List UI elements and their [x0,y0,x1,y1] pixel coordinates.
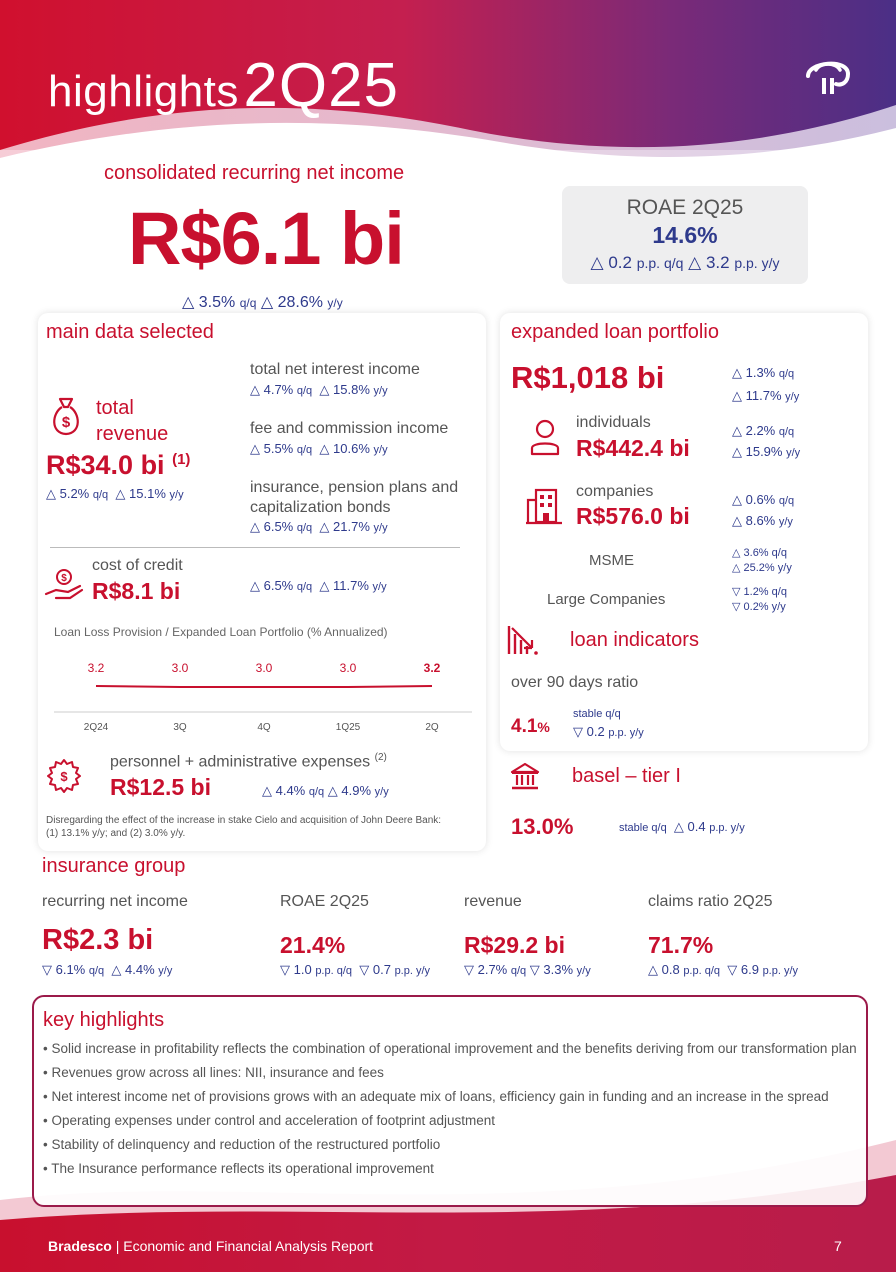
ig-claims-change: △ 0.8 p.p. q/q ▽ 6.9 p.p. y/y [648,962,799,977]
page-number: 7 [834,1238,842,1254]
chart-title: Loan Loss Provision / Expanded Loan Portfolio (% Annualized) [54,625,388,639]
main-data-title: main data selected [46,321,214,343]
bank-icon [510,762,540,792]
individuals-value: R$442.4 bi [576,435,690,461]
insurance-label: insurance, pension plans and capitalization bonds [250,479,459,516]
chart-tick-label: 4Q [257,722,271,733]
list-item: • Stability of delinquency and reduction of the restructured portfolio [43,1137,441,1152]
ig-claims-value: 71.7% [648,932,714,958]
chart-data-label: 3.2 [87,661,105,675]
nii-change: △ 4.7% q/q △ 15.8% y/y [250,382,388,397]
consolidated-change: △ 3.5% q/q △ 28.6% y/y [182,294,343,311]
total-revenue-value: R$34.0 bi $^{(1)}$ [46,450,191,480]
chart-series-line [96,686,432,687]
insurance-group-title: insurance group [42,855,186,877]
over90-label: over 90 days ratio [511,674,639,691]
fee-label: fee and commission income [250,420,449,437]
svg-text:$: $ [61,573,67,584]
individuals-label: individuals [576,414,651,431]
delta-up-icon: △ [688,253,702,272]
list-item: • Operating expenses under control and acceleration of footprint adjustment [43,1113,496,1128]
footnote: Disregarding the effect of the increase in stake Cielo and acquisition of John Deere Bank: (1) 13.1% y/y; and (2) 3.0% y/y. [46,815,442,839]
chart-tick-label: 2Q24 [83,722,109,733]
list-item: • Solid increase in profitability reflects the combination of operational improvement and the benefits deriving from our transformation plan [43,1041,857,1056]
roae-box [562,186,808,284]
individuals-change: △ 2.2% q/q △ 15.9% y/y [732,423,801,459]
companies-change: △ 0.6% q/q △ 8.6% y/y [732,492,795,528]
declining-chart-icon [506,624,540,656]
list-item: • Net interest income net of provisions grows with an adequate mix of loans, efficiency gain in funding and an increase in the spread [43,1089,829,1104]
personnel-label: personnel + administrative expenses $^{(2)}$ [110,752,387,771]
consolidated-label: consolidated recurring net income [104,162,405,184]
ig-rni-value: R$2.3 bi [42,924,154,956]
key-highlights-list [43,1040,863,1184]
delta-up-icon: △ [260,294,274,311]
personnel-change: △ 4.4% q/q △ 4.9% y/y [262,783,389,798]
divider [50,547,460,548]
consolidated-value: R$6.1 bi [128,197,404,280]
roae-change: △ 0.2 p.p. q/q △ 3.2 p.p. y/y [590,253,780,272]
key-highlights-title: key highlights [43,1009,165,1031]
svg-text:$: $ [60,769,68,784]
roae-value: 14.6% [652,222,718,248]
ig-roae-value: 21.4% [280,932,346,958]
companies-label: companies [576,483,654,500]
companies-value: R$576.0 bi [576,503,690,529]
svg-text:$: $ [61,414,71,431]
chart-data-label: 3.0 [339,661,357,675]
ig-roae-change: ▽ 1.0 p.p. q/q ▽ 0.7 p.p. y/y [280,962,431,977]
bradesco-logo-icon [802,52,854,98]
delta-up-icon: △ [182,294,195,311]
loan-title: expanded loan portfolio [511,321,719,343]
ig-roae-label: ROAE 2Q25 [280,893,369,910]
over90-value: 4.1% [511,716,550,737]
insurance-change: △ 6.5% q/q △ 21.7% y/y [250,519,388,534]
basel-change: stable q/q △ 0.4 p.p. y/y [619,819,745,834]
total-revenue-change: △ 5.2% q/q △ 15.1% y/y [46,486,184,501]
chart-tick-label: 1Q25 [335,722,361,733]
ig-revenue-value: R$29.2 bi [464,932,565,958]
over90-change: stable q/q ▽ 0.2 p.p. y/y [573,708,644,739]
footer-brand: Bradesco [48,1238,112,1254]
page-title [48,50,399,121]
chart-data-label: 3.0 [171,661,189,675]
roae-title: ROAE 2Q25 [626,196,744,219]
building-icon [526,486,564,526]
loan-indicators-title: loan indicators [570,629,699,651]
cost-credit-value: R$8.1 bi [92,578,181,604]
delta-up-icon: △ [590,253,604,272]
ig-claims-label: claims ratio 2Q25 [648,893,773,910]
ig-revenue-change: ▽ 2.7% q/q ▽ 3.3% y/y [464,962,591,977]
chart-data-label: 3.2 [423,661,441,675]
title-word: highlights [48,67,239,116]
nii-label: total net interest income [250,361,420,378]
loan-total-change: △ 1.3% q/q △ 11.7% y/y [732,365,800,403]
list-item: • Revenues grow across all lines: NII, insurance and fees [43,1065,384,1080]
llp-chart [54,648,474,738]
total-revenue-label: total revenue [96,397,169,445]
cost-credit-change: △ 6.5% q/q △ 11.7% y/y [250,578,387,593]
key-highlights-box [32,995,868,1207]
person-icon [528,418,562,458]
fee-change: △ 5.5% q/q △ 10.6% y/y [250,441,388,456]
large-companies-change: ▽ 1.2% q/q ▽ 0.2% y/y [732,586,787,613]
cost-credit-label: cost of credit [92,557,183,574]
money-bag-icon [48,395,84,437]
loan-total-value: R$1,018 bi [511,360,665,395]
msme-label: MSME [589,552,634,569]
chart-tick-label: 2Q [425,722,439,733]
ig-rni-change: ▽ 6.1% q/q △ 4.4% y/y [42,962,173,977]
basel-value: 13.0% [511,814,574,839]
ig-rni-label: recurring net income [42,893,188,910]
basel-title: basel – tier I [572,765,681,787]
gear-dollar-icon [46,758,82,794]
ig-revenue-label: revenue [464,893,522,910]
list-item: • The Insurance performance reflects its operational improvement [43,1161,434,1176]
hand-coin-icon [44,568,84,604]
large-companies-label: Large Companies [547,591,666,608]
title-period: 2Q25 [243,51,400,120]
footer-report: Economic and Financial Analysis Report [123,1238,374,1254]
footer-text: Bradesco | Economic and Financial Analysis Report [48,1238,374,1254]
chart-tick-label: 3Q [173,722,187,733]
personnel-value: R$12.5 bi [110,774,211,800]
msme-change: △ 3.6% q/q △ 25.2% y/y [732,547,792,574]
chart-data-label: 3.0 [255,661,273,675]
